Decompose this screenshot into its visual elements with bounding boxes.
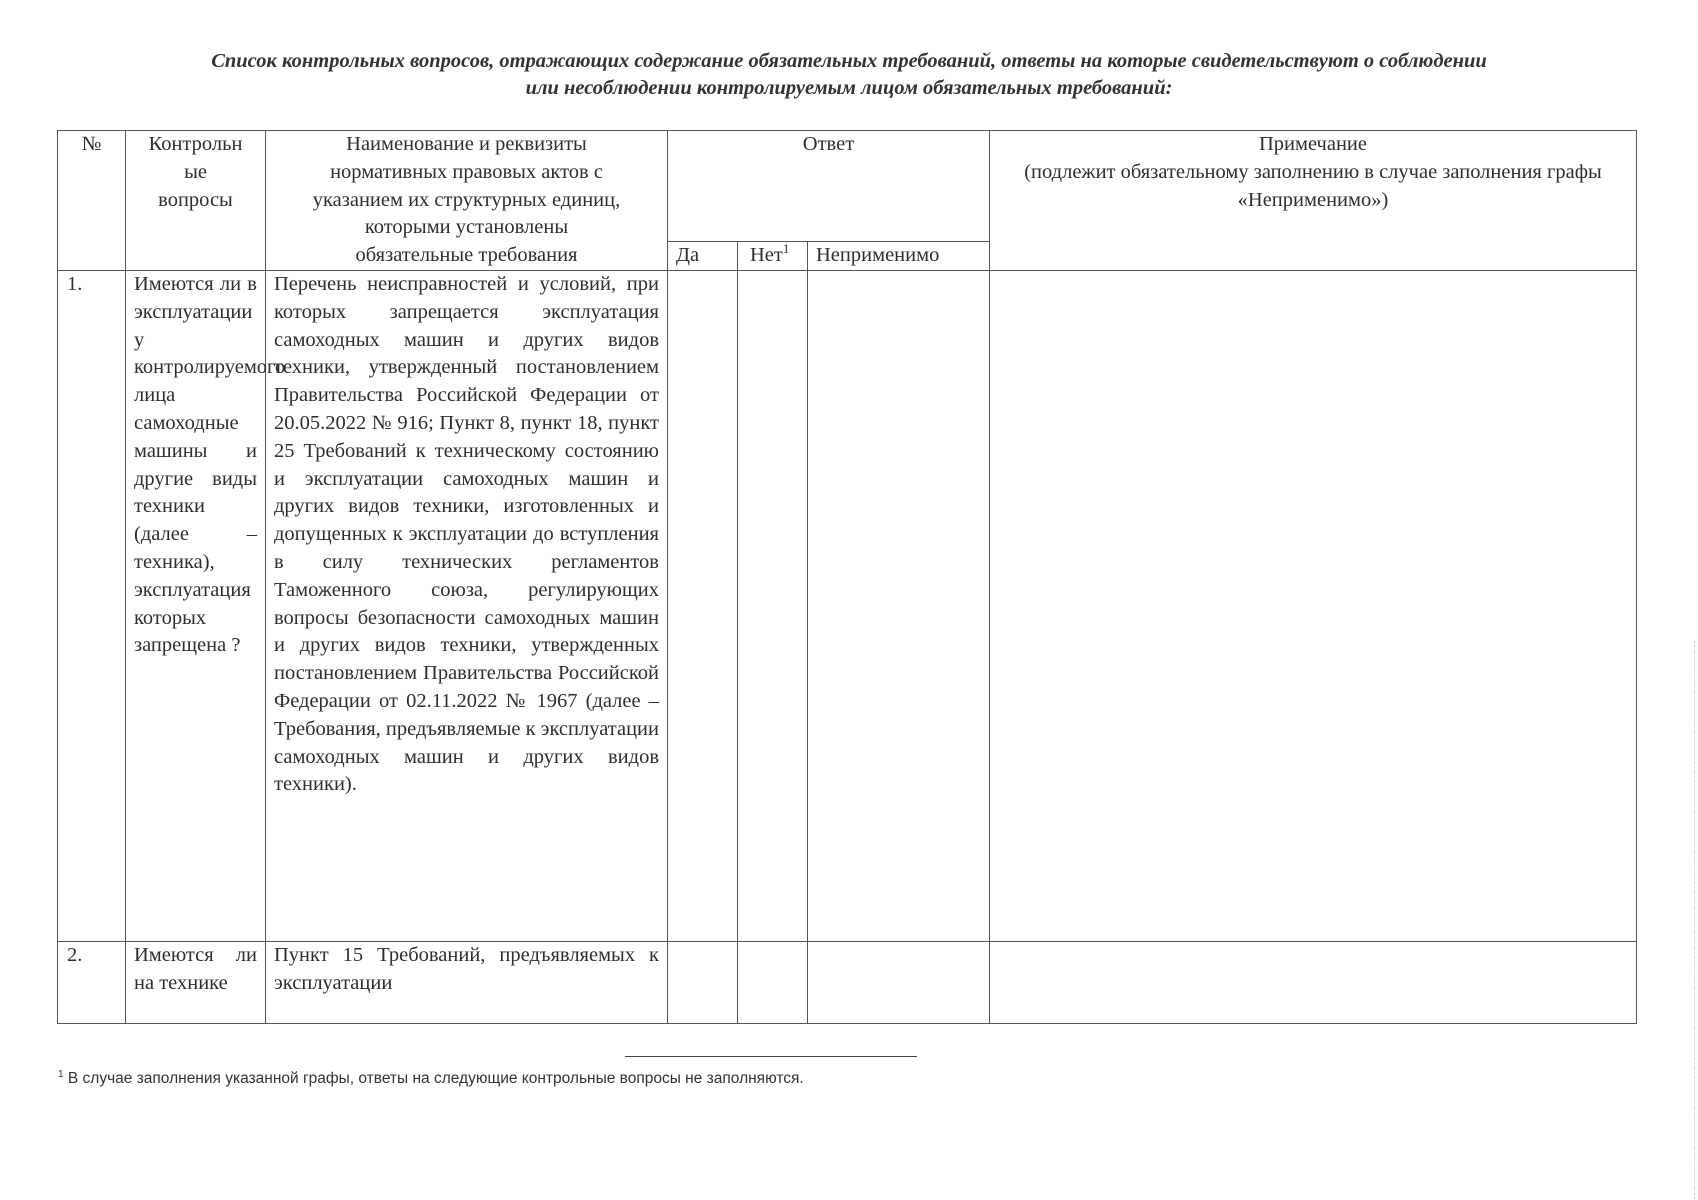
answer-no-cell[interactable] xyxy=(738,270,808,941)
row-number: 1. xyxy=(58,270,126,941)
title-line-2: или несоблюдении контролируемым лицом обязательных требований: xyxy=(525,77,1173,99)
row-acts: Пункт 15 Требований, предъявляемых к эксплуатации xyxy=(266,941,668,1023)
footnote xyxy=(58,1070,804,1088)
row-question: Имеются ли в эксплуатации у контролируемого лица самоходные машины и другие виды техники (далее – техника), эксплуатация которых запрещена ? xyxy=(126,270,266,941)
header-yes: Да xyxy=(668,241,738,270)
row-number: 2. xyxy=(58,941,126,1023)
header-answer: Ответ xyxy=(668,131,990,242)
answer-no-cell[interactable] xyxy=(738,941,808,1023)
header-no: Нет$^1$ xyxy=(738,241,808,270)
header-num: № xyxy=(58,131,126,271)
table-row xyxy=(58,270,1637,941)
note-cell[interactable] xyxy=(990,941,1637,1023)
answer-yes-cell[interactable] xyxy=(668,941,738,1023)
title-line-1: Список контрольных вопросов, отражающих содержание обязательных требований, ответы на которые свидетельствуют о соблюдении xyxy=(211,50,1487,72)
table-row xyxy=(58,941,1637,1023)
document-title xyxy=(60,48,1638,102)
note-cell[interactable] xyxy=(990,270,1637,941)
header-note: Примечание (подлежит обязательному заполнению в случае заполнения графы «Неприменимо») xyxy=(990,131,1637,271)
scan-edge xyxy=(1694,640,1696,1200)
footnote-separator xyxy=(625,1056,917,1057)
header-acts: Наименование и реквизиты нормативных правовых актов с указанием их структурных единиц, которыми установлены обязательные требования xyxy=(266,131,668,271)
header-questions: Контрольн ые вопросы xyxy=(126,131,266,271)
header-not-applicable: Неприменимо xyxy=(808,241,990,270)
row-acts: Перечень неисправностей и условий, при которых запрещается эксплуатация самоходных машин и других видов техники, утвержденный постановлением Правительства Российской Федерации от 20.05.2022 № 916; Пункт 8, пункт 18, пункт 25 Требований к техническому состоянию и эксплуатации самоходных машин и других видов техники, изготовленных и допущенных к эксплуатации до вступления в силу технических регламентов Таможенного союза, регулирующих вопросы безопасности самоходных машин и других видов техники, утвержденных постановлением Правительства Российской Федерации от 02.11.2022 № 1967 (далее – Требования, предъявляемые к эксплуатации самоходных машин и других видов техники). xyxy=(266,270,668,941)
footnote-mark: 1 xyxy=(58,1068,64,1080)
answer-not-applicable-cell[interactable] xyxy=(808,941,990,1023)
footnote-text: В случае заполнения указанной графы, ответы на следующие контрольные вопросы не заполняются. xyxy=(67,1070,804,1087)
answer-not-applicable-cell[interactable] xyxy=(808,270,990,941)
row-question: Имеются ли на технике xyxy=(126,941,266,1023)
footnote-ref: 1 xyxy=(782,241,790,257)
answer-yes-cell[interactable] xyxy=(668,270,738,941)
header-row xyxy=(58,131,1637,242)
checklist-table xyxy=(57,130,1637,1024)
